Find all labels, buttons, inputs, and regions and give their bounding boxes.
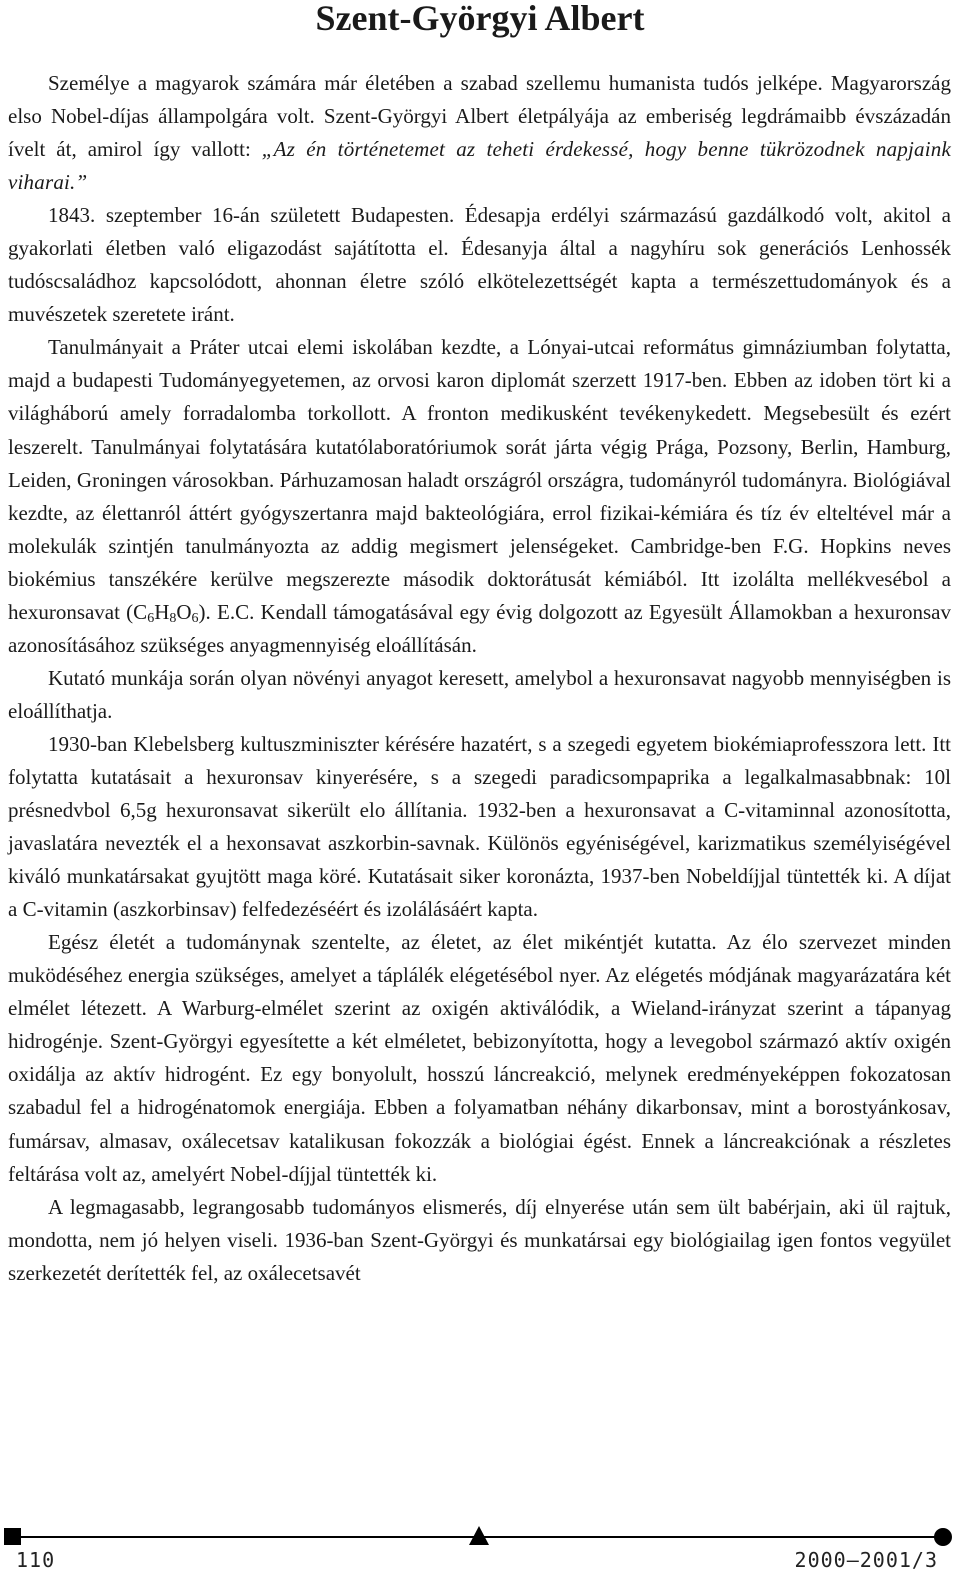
page-footer bbox=[0, 1525, 960, 1577]
paragraph-intro bbox=[8, 67, 951, 199]
formula-sub-o: 6 bbox=[191, 610, 199, 626]
paragraph-intro-text: Személye a magyarok számára már életében a szabad szellemu humanista tudós jelképe. Magyarország elso Nobel-díjas állampolgára volt. Szent-Györgyi Albert életpályája az emberiség legdrámaibb évszázadán ívelt át, amirol így vallott: bbox=[8, 71, 951, 162]
triangle-marker-icon bbox=[469, 1526, 489, 1545]
issue-number: 2000–2001/3 bbox=[794, 1548, 938, 1572]
square-marker-icon bbox=[4, 1528, 21, 1545]
formula-sub-c: 6 bbox=[147, 610, 155, 626]
paragraph-studies bbox=[8, 331, 951, 661]
formula-o: O bbox=[176, 599, 192, 624]
article-body bbox=[8, 67, 951, 1290]
paragraph-later: A legmagasabb, legrangosabb tudományos elismerés, díj elnyerése után sem ült babérjain, aki ül rajtuk, mondotta, nem jó helyen viseli. 1936-ban Szent-Györgyi és munkatársai egy biológiailag igen fontos vegyület szerkezetét derítették fel, az oxálecetsavét bbox=[8, 1194, 951, 1285]
formula-sub-h: 8 bbox=[169, 610, 177, 626]
quote: „Az én történetemet az teheti érdekessé, hogy benne tükrözodnek napjaink viharai.” bbox=[8, 137, 951, 195]
paragraph-studies-text-end: ). E.C. Kendall támogatásával egy évig dolgozott az Egyesült Államokban a hexuronsav azonosításához szükséges anyagmennyiség eloállításán. bbox=[8, 599, 951, 657]
paragraph-studies-text: Tanulmányait a Práter utcai elemi iskolában kezdte, a Lónyai-utcai református gimnáziumban folytatta, majd a budapesti Tudományegyetemen, az orvosi karon diplomát szerzett 1917-ben. Ebben az idoben tört ki a világháború amely forradalomba torkollott. A fronton medikusként tevékenykedett. Megsebesült és ezért leszerelt. Tanulmányai folytatására kutatólaboratóriumok sorát járta végig Prága, Pozsony, Berlin, Hamburg, Leiden, Groningen városokban. Párhuzamosan haladt országról országra, tudományról tudományra. Biológiával kezdte, az élettanról áttért gyógyszertanra majd bakteológiára, errol fizikai-kémiára és tíz év elteltével már a molekulák szintjén tanulmányozta az addig megismert jelenségeket. Cambridge-ben F.G. Hopkins neves biokémius tanszékére kerülve megszerezte második doktorátusát kémiából. Itt izolálta mellékvesébol a hexuronsavat (C bbox=[8, 335, 951, 624]
page-title: Szent-Györgyi Albert bbox=[315, 0, 645, 38]
paragraph-szeged: 1930-ban Klebelsberg kultuszminiszter kérésére hazatért, s a szegedi egyetem biokémiaprofesszora lett. Itt folytatta kutatásait a hexuronsav kinyerésére, s a szegedi paradicsompaprika a legalkalmasabbnak: 10l présnedvbol 6,5g hexuronsavat sikerült elo állítania. 1932-ben a hexuronsavat a C-vitaminnal azonosította, javaslatára nevezték el a hexonsavat aszkorbin-savnak. Különös egyéniségével, karizmatikus személyiségével kiváló munkatársakat gyujtött maga köré. Kutatásait siker koronázta, 1937-ben Nobeldíjjal tüntették ki. A díjat a C-vitamin (aszkorbinsav) felfedezéséért és izolálásáért kapta. bbox=[8, 731, 951, 922]
paragraph-life-work: Egész életét a tudománynak szentelte, az életet, az élet mikéntjét kutatta. Az élo szervezet minden muködéséhez energia szükséges, amelyet a táplálék elégetésébol nyer. Az elégetés módjának magyarázatára két elmélet létezett. A Warburg-elmélet szerint az oxigén aktiválódik, a Wieland-irányzat szerint a tápanyag hidrogénje. Szent-Györgyi egyesítette a két elméletet, bebizonyította, hogy a levegobol származó aktív oxigén oxidálja az aktív hidrogént. Ez egy bonyolult, hosszú láncreakció, melynek eredményeképpen fokozatosan szabadul fel a hidrogénatomok energiája. Ebben a folyamatban néhány dikarbonsav, mint a borostyánkosav, fumársav, almasav, oxálecetsav katalikusan fokozzák a biológiai égést. Ennek a láncreakciónak a részletes feltárása volt az, amelyért Nobel-díjjal tüntették ki. bbox=[8, 930, 951, 1186]
paragraph-research: Kutató munkája során olyan növényi anyagot keresett, amelybol a hexuronsavat nagyobb mennyiségben is eloállíthatja. bbox=[8, 665, 951, 723]
paragraph-birth: 1843. szeptember 16-án született Budapesten. Édesapja erdélyi származású gazdálkodó volt, akitol a gyakorlati életben való eligazodást sajátította el. Édesanyja által a nagyhíru sok generációs Lenhossék tudóscsaládhoz kapcsolódott, ahonnan életre szóló elkötelezettségét kapta a természettudományok és a muvészetek szeretete iránt. bbox=[8, 203, 951, 327]
page-number: 110 bbox=[16, 1548, 56, 1572]
formula-h: H bbox=[154, 599, 170, 624]
circle-marker-icon bbox=[934, 1528, 952, 1546]
